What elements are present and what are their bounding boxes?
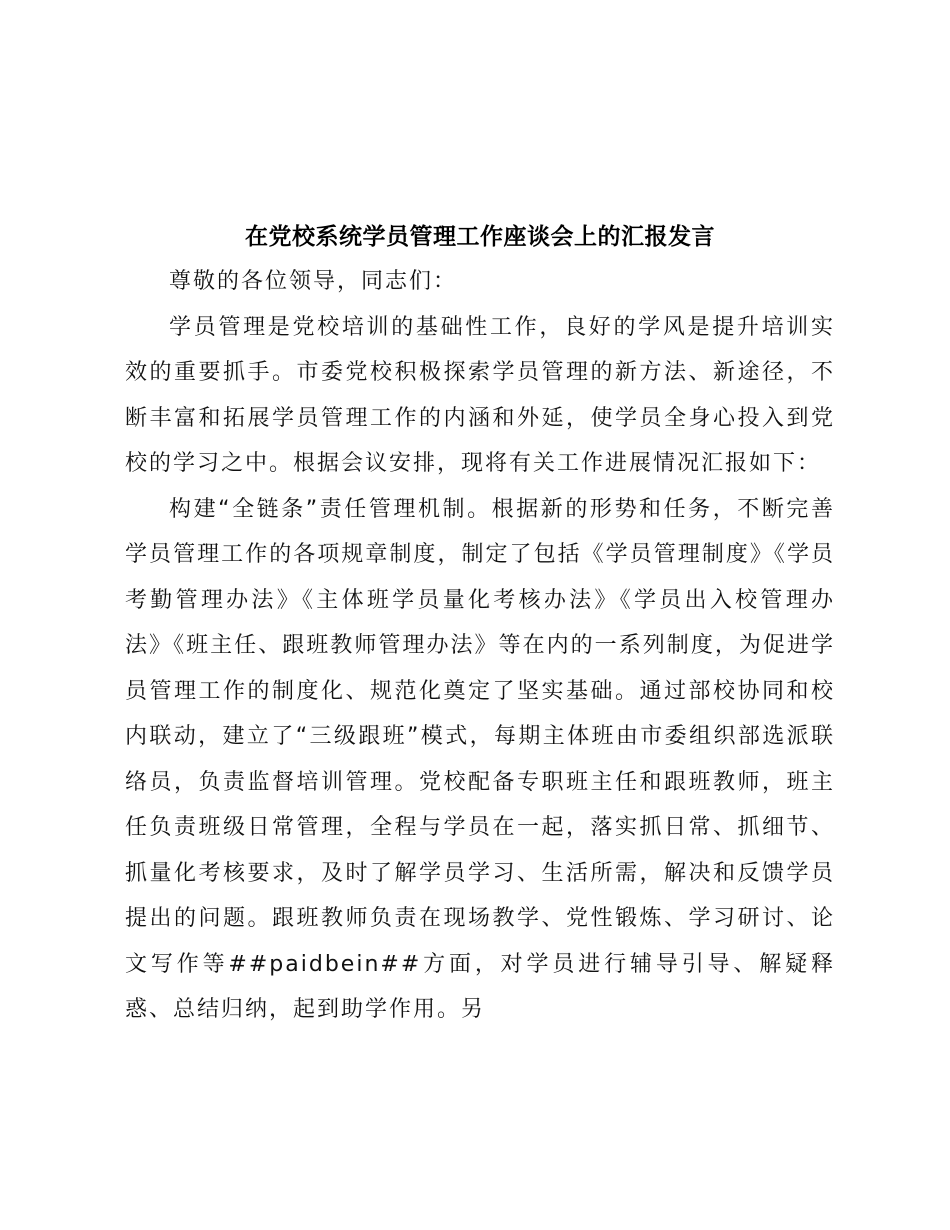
salutation: 尊敬的各位领导，同志们： bbox=[169, 269, 458, 294]
document-title: 在党校系统学员管理工作座谈会上的汇报发言 bbox=[245, 223, 715, 250]
paragraph-intro: 学员管理是党校培训的基础性工作，良好的学风是提升培训实效的重要抓手。市委党校积极探索学员管理的新方法、新途径，不断丰富和拓展学员管理工作的内涵和外延，使学员全身心投入到党校的学习之中。根据会议安排，现将有关工作进展情况汇报如下： bbox=[125, 314, 835, 476]
paragraph-responsibility-mechanism: 构建“全链条”责任管理机制。根据新的形势和任务，不断完善学员管理工作的各项规章制度，制定了包括《学员管理制度》《学员考勤管理办法》《主体班学员量化考核办法》《学员出入校管理办法》《班主任、跟班教师管理办法》等在内的一系列制度，为促进学员管理工作的制度化、规范化奠定了坚实基础。通过部校协同和校内联动，建立了“三级跟班”模式，每期主体班由市委组织部选派联络员，负责监督培训管理。党校配备专职班主任和跟班教师，班主任负责班级日常管理，全程与学员在一起，落实抓日常、抓细节、抓量化考核要求，及时了解学员学习、生活所需，解决和反馈学员提出的问题。跟班教师负责在现场教学、党性锻炼、学习研讨、论文写作等##paidbein##方面，对学员进行辅导引导、解疑释惑、总结归纳，起到助学作用。另 bbox=[125, 496, 836, 1022]
document-body bbox=[125, 215, 835, 1033]
